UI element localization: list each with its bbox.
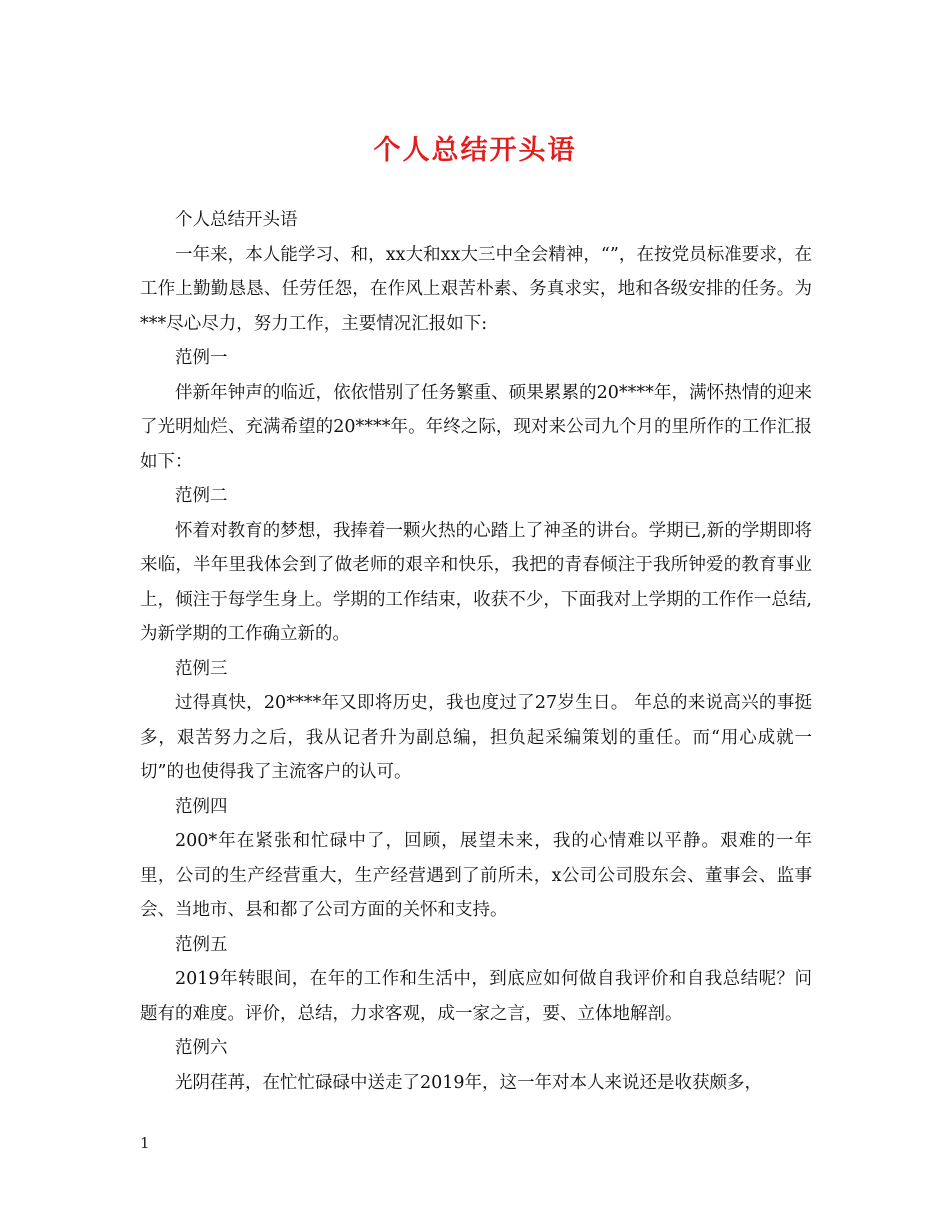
- example-2-text: 怀着对教育的梦想，我捧着一颗火热的心踏上了神圣的讲台。学期已,新的学期即将来临，半年里我体会到了做老师的艰辛和快乐，我把的青春倾注于我所钟爱的教育事业上，倾注于每学生身上。学期的工作结束，收获不少，下面我对上学期的工作作一总结,为新学期的工作确立新的。: [140, 520, 812, 644]
- document-title: 个人总结开头语: [373, 135, 577, 166]
- document-body: [140, 203, 812, 1100]
- example-3-text: 过得真快，20****年又即将历史，我也度过了27岁生日。 年总的来说高兴的事挺多，艰苦努力之后，我从记者升为副总编，担负起采编策划的重任。而“用心成就一切”的也使得我了主流客户的认可。: [140, 693, 812, 782]
- example-4-text: 200*年在紧张和忙碌中了，回顾，展望未来，我的心情难以平静。艰难的一年里，公司的生产经营重大，生产经营遇到了前所未，x公司公司股东会、董事会、监事会、当地市、县和都了公司方面的关怀和支持。: [140, 831, 812, 920]
- page-number: 1: [140, 1134, 150, 1152]
- example-5-heading: 范例五: [175, 934, 228, 955]
- example-6-text: 光阴荏苒，在忙忙碌碌中送走了2019年，这一年对本人来说还是收获颇多，: [175, 1072, 763, 1093]
- example-2-heading: 范例二: [175, 486, 228, 506]
- example-1-text: 伴新年钟声的临近，依依惜别了任务繁重、硕果累累的20****年，满怀热情的迎来了光明灿烂、充满希望的20****年。年终之际，现对来公司九个月的里所作的工作汇报如下：: [140, 382, 812, 472]
- example-3-heading: 范例三: [175, 658, 228, 679]
- example-6-heading: 范例六: [175, 1038, 228, 1058]
- example-5-text: 2019年转眼间，在年的工作和生活中，到底应如何做自我评价和自我总结呢？问题有的难度。评价，总结，力求客观，成一家之言，要、立体地解剖。: [140, 969, 812, 1024]
- paragraph-intro-heading: 个人总结开头语: [175, 210, 298, 230]
- paragraph-intro: 一年来，本人能学习、和，xx大和xx大三中全会精神，“”，在按党员标准要求，在工作上勤勤恳恳、任劳任怨，在作风上艰苦朴素、务真求实，地和各级安排的任务。为***尽心尽力，努力工作，主要情况汇报如下:: [140, 244, 812, 334]
- example-1-heading: 范例一: [175, 348, 228, 368]
- example-4-heading: 范例四: [175, 796, 228, 817]
